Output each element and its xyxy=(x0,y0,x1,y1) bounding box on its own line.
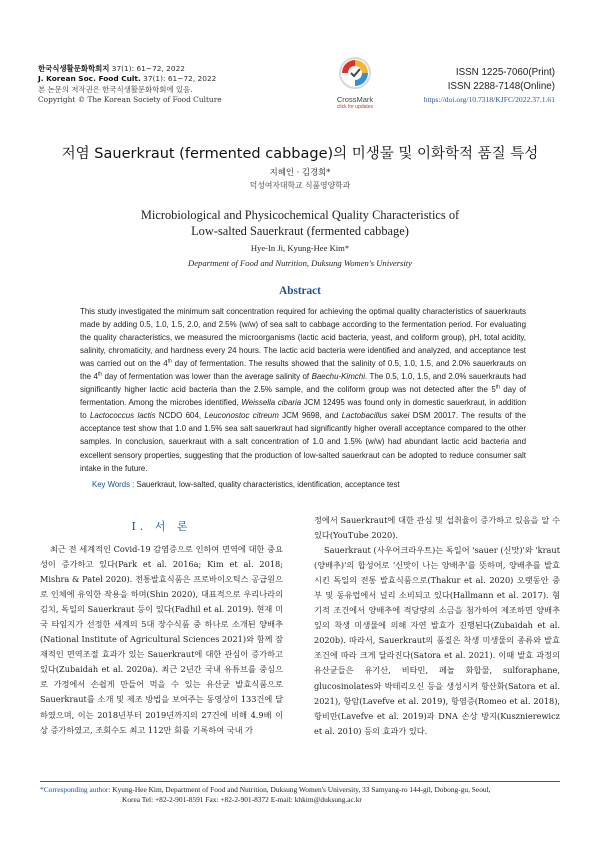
corresponding-author-footnote xyxy=(40,785,560,806)
journal-name-ko: 한국식생활문화학회지 xyxy=(38,64,110,73)
copyright-en: Copyright © The Korean Society of Food Culture xyxy=(38,95,222,105)
abstract-heading: Abstract xyxy=(279,285,321,297)
issn-block xyxy=(424,66,555,107)
keywords xyxy=(92,480,522,489)
title-english xyxy=(0,208,600,239)
section-heading-introduction: Ⅰ. 서 론 xyxy=(131,520,192,533)
footnote-line1: Kyung-Hee Kim, Department of Food and Nutrition, Duksung Women's University, 33 Samyang-ro 144-gil, Dobong-gu, Seoul, xyxy=(110,785,491,794)
title-korean: 저염 Sauerkraut (fermented cabbage)의 미생물 및 이화학적 품질 특성 xyxy=(61,146,539,162)
issn-online: ISSN 2288-7148(Online) xyxy=(447,80,555,92)
crossmark-label: CrossMark xyxy=(336,95,374,104)
doi-link[interactable]: https://doi.org/10.7318/KJFC/2022.37.1.61 xyxy=(423,95,555,104)
crossmark-badge[interactable] xyxy=(322,56,388,118)
footnote-divider xyxy=(40,781,560,782)
affiliation-english: Department of Food and Nutrition, Duksung Women's University xyxy=(188,258,412,268)
journal-volume-en: 37(1): 61~72, 2022 xyxy=(143,74,217,84)
footnote-label: *Corresponding author: xyxy=(40,785,111,794)
crossmark-sublabel: click for updates xyxy=(336,104,374,110)
paragraph: 최근 전 세계적인 Covid-19 감염증으로 인하여 면역에 대한 중요성이 증가하고 있다(Park et al. 2016a; Kim et al. 2018; Mishra & Patel 2020). 전통발효식품은 프로바이오틱스 공급원으로 인체에 유익한 작용을 하며(Shin 2020), 대표적으로 우리나라의 김치, 독일의 Sauerkraut 등이 있다(Fadhil et al. 2019). 현재 미국 타임지가 선정한 세계의 5대 장수식품 중 하나로 소개된 양배추(National Institute of Agricultural Sciences 2021)와 함께 잠재적인 면역조절 효과가 있는 Sauerkraut에 대한 관심이 증가하고 있다(Zubaidah et al. 2020a). 최근 2년간 국내 유튜브를 중심으로 가정에서 손쉽게 만들어 먹을 수 있는 유산균 발효식품으로 Sauerkraut를 소개 및 제조 방법을 보여주는 동영상이 133건에 달하였으며, 이는 2018년부터 2019년까지의 27건에 비해 4.9배 이상 증가하였고, 조회수도 최고 112만 회를 기록하여 국내 가 xyxy=(40,544,283,735)
body-column-left xyxy=(40,542,283,738)
journal-info xyxy=(38,64,278,106)
affiliation-korean: 덕성여자대학교 식품영양학과 xyxy=(249,181,351,190)
keywords-label: Key Words : xyxy=(92,480,135,489)
authors-korean: 지혜인 · 김경희* xyxy=(269,167,331,177)
title-english-line2: Low-salted Sauerkraut (fermented cabbage) xyxy=(191,223,409,238)
abstract-body: This study investigated the minimum salt concentration required for achieving the optimal quality characteristics of sauerkrauts made by adding 0.5, 1.0, 1.5, 2.0, and 2.5% (w/w) of sea salt to cabbage according to the fermentation period. For evaluating the quality characteristics, we measured the microorganisms (lactic acid bacteria, yeast, and coliform group), pH, total acidity, salinity, chromaticity, and hardness every 24 hours. The lactic acid bacteria were identified and analyzed, and acceptance test was carried out on the 4th day of fermentation. The results showed that the salinity of 0.5, 1.0, 1.5, and 2.0% sauerkrauts on the 4th day of fermentation was lower than the average salinity of Baechu-Kimchi. The 0.5, 1.0, 1.5, and 2.0% sauerkrauts had significantly higher lactic acid bacteria than the 2.5% sample, and the coliform group was not detected after the 5th day of fermentation. Among the microbes identified, Weissella cibaria JCM 12495 was found only in domestic sauerkraut, in addition to Lactococcus lactis NCDO 604, Leuconostoc citreum JCM 9698, and Lactobacillus sakei DSM 20017. The results of the acceptance test show that 1.0 and 1.5% sea salt sauerkraut had significantly higher overall acceptance compared to the other samples. In conclusion, sauerkraut with a salt concentration of 1.0 and 1.5% (w/w) had abundant lactic acid bacteria and excellent sensory properties, suggesting that the production of low-salted sauerkraut can be adopted to reduce consumer salt intake in the future. xyxy=(80,307,527,473)
issn-print: ISSN 1225-7060(Print) xyxy=(455,67,555,78)
title-english-line1: Microbiological and Physicochemical Quality Characteristics of xyxy=(140,208,460,222)
copyright-ko: 본 논문의 저작권은 한국식생활문화학회에 있음. xyxy=(38,84,193,94)
keywords-list: Sauerkraut, low-salted, quality characteristics, identification, acceptance test xyxy=(136,480,400,489)
crossmark-icon xyxy=(338,56,372,90)
paragraph: Sauerkraut (사우어크라우트)는 독일어 'sauer (신맛)'와 'kraut (양배추)'의 합성어로 '신맛이 나는 양배추'를 뜻하며, 양배추를 발효시킨 독일의 전통 발효식품으로(Thakur et al. 2020) 오랫동안 중부 및 동유럽에서 널리 소비되고 있다(Hallmann et al. 2017). 혐기적 조건에서 양배추에 적당량의 소금을 첨가하여 제조하면 양배추 잎의 착생 미생물에 의해 자연 발효가 진행된다(Zubaidah et al. 2020b). 따라서, Sauerkraut의 품질은 착생 미생물의 종류와 발효 조건에 따라 크게 달라진다(Satora et al. 2021). 이때 발효 과정의 유산균들은 유기산, 비타민, 페놀 화합물, sulforaphane, glucosinolates와 박테리오신 등을 생성시켜 항산화(Satora et al. 2021), 항암(Lavefve et al. 2019), 항염증(Romeo et al. 2018), 항비만(Lavefve et al. 2019)과 DNA 손상 방지(Kusznierewicz et al. 2010) 등의 효과가 있다. xyxy=(314,545,560,736)
journal-volume-ko: 37(1): 61~72, 2022 xyxy=(111,64,185,73)
footnote-line2: Korea Tel: +82-2-901-8591 Fax: +82-2-901-8372 E-mail: khkim@duksung.ac.kr xyxy=(122,795,362,805)
journal-name-en: J. Korean Soc. Food Cult. xyxy=(38,74,141,84)
paragraph: 정에서 Sauerkraut에 대한 관심 및 섭취율이 증가하고 있음을 알 수 있다(YouTube 2020). xyxy=(314,515,560,541)
body-column-right xyxy=(314,513,560,739)
authors-english: Hye-In Ji, Kyung-Hee Kim* xyxy=(250,243,350,253)
